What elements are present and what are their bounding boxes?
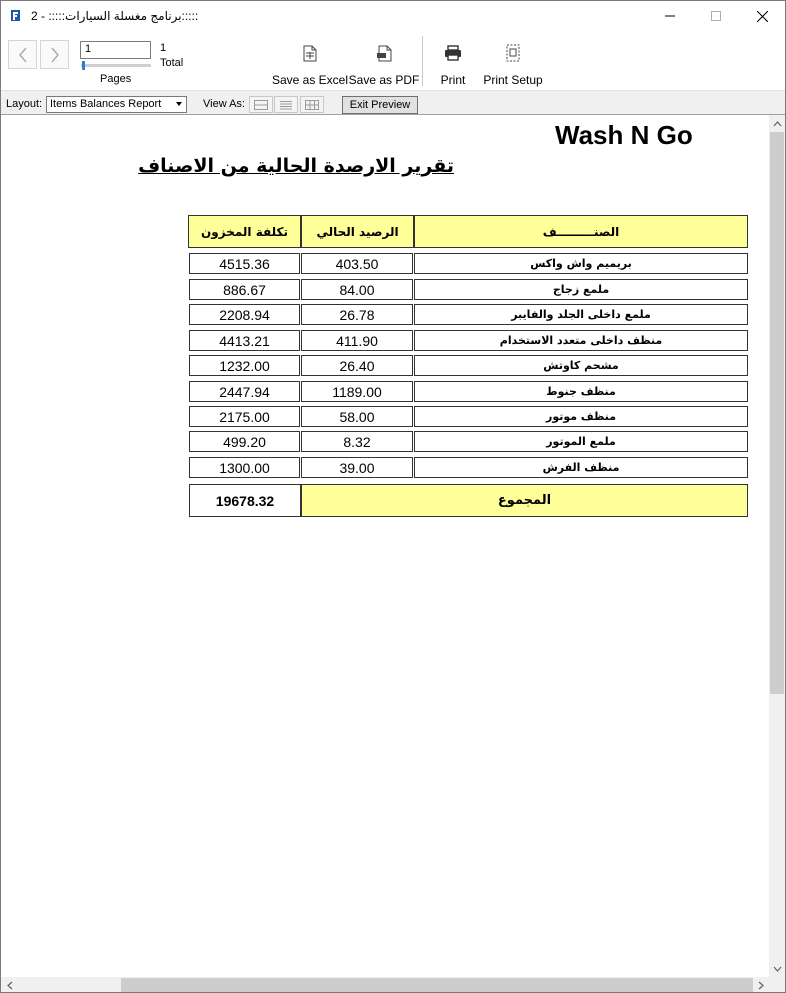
item-name-cell: منظف موتور [414, 406, 748, 427]
scrollbar-corner [769, 977, 785, 993]
save-as-excel-label: Save as Excel [271, 73, 349, 87]
page-slider-track[interactable] [81, 64, 151, 67]
chevron-left-icon [7, 981, 13, 990]
page-number-input[interactable]: 1 [80, 41, 151, 59]
balance-cell: 403.50 [301, 253, 413, 274]
page-setup-icon [506, 44, 520, 62]
item-name-cell: بريميم واش واكس [414, 253, 748, 274]
save-as-pdf-label: Save as PDF [348, 73, 420, 87]
close-icon [757, 11, 768, 22]
scroll-right-button[interactable] [752, 977, 769, 993]
view-single-page-button[interactable] [249, 96, 273, 113]
next-page-button[interactable] [40, 40, 69, 69]
total-pages-label: Total [160, 57, 184, 69]
minimize-button[interactable] [647, 1, 693, 31]
vertical-scroll-thumb[interactable] [770, 132, 784, 694]
save-as-excel-button[interactable] [271, 42, 349, 88]
header-current-balance: الرصيد الحالي [301, 215, 414, 248]
scroll-left-button[interactable] [1, 977, 18, 993]
continuous-view-icon [279, 100, 293, 110]
layout-dropdown[interactable] [46, 96, 187, 113]
chevron-right-icon [758, 981, 764, 990]
print-setup-label: Print Setup [483, 73, 543, 87]
item-name-cell: منظف جنوط [414, 381, 748, 402]
item-name-cell: ملمع داخلى الجلد والفايبر [414, 304, 748, 325]
preview-toolbar [1, 32, 785, 90]
item-name-cell: ملمع الموتور [414, 431, 748, 452]
horizontal-scrollbar[interactable] [1, 977, 769, 993]
balance-cell: 26.78 [301, 304, 413, 325]
options-bar [1, 90, 785, 115]
balance-cell: 8.32 [301, 431, 413, 452]
balance-cell: 1189.00 [301, 381, 413, 402]
single-page-view-icon [254, 100, 268, 110]
grid-view-icon [305, 100, 319, 110]
scroll-up-button[interactable] [769, 115, 785, 132]
app-icon [10, 9, 22, 22]
balance-cell: 39.00 [301, 457, 413, 478]
vertical-scrollbar[interactable] [769, 115, 785, 977]
print-button[interactable] [438, 42, 468, 88]
title-bar [1, 1, 785, 32]
close-button[interactable] [739, 1, 785, 31]
page-slider-thumb[interactable] [82, 61, 85, 70]
chevron-right-icon [50, 47, 60, 63]
print-label: Print [440, 73, 466, 87]
balance-cell: 84.00 [301, 279, 413, 300]
printer-icon [444, 45, 462, 61]
cost-cell: 1300.00 [189, 457, 300, 478]
cost-cell: 2447.94 [189, 381, 300, 402]
cost-cell: 4413.21 [189, 330, 300, 351]
cost-cell: 886.67 [189, 279, 300, 300]
total-label: المجموع [301, 484, 748, 517]
pages-label: Pages [100, 73, 132, 85]
pdf-file-icon [376, 45, 392, 62]
layout-dropdown-value: Items Balances Report [50, 98, 162, 110]
header-stock-cost: تكلفة المخزون [188, 215, 301, 248]
layout-label: Layout: [6, 98, 43, 110]
scroll-down-button[interactable] [769, 960, 785, 977]
cost-cell: 2208.94 [189, 304, 300, 325]
minimize-icon [665, 11, 675, 21]
print-setup-button[interactable] [483, 42, 543, 88]
item-name-cell: منظف داخلى متعدد الاستخدام [414, 330, 748, 351]
exit-preview-button[interactable]: Exit Preview [342, 96, 418, 114]
maximize-button[interactable] [693, 1, 739, 31]
item-name-cell: ملمع زجاج [414, 279, 748, 300]
total-pages-count: 1 [160, 42, 167, 54]
horizontal-scroll-thumb[interactable] [121, 978, 753, 992]
view-continuous-button[interactable] [274, 96, 298, 113]
balance-cell: 411.90 [301, 330, 413, 351]
toolbar-divider [422, 36, 423, 86]
chevron-down-icon [176, 102, 182, 106]
chevron-left-icon [18, 47, 28, 63]
balance-cell: 58.00 [301, 406, 413, 427]
maximize-icon [711, 11, 721, 21]
report-page [1, 115, 769, 977]
view-grid-button[interactable] [300, 96, 324, 113]
report-title: تقرير الارصدة الحالية من الاصناف [138, 155, 454, 177]
save-as-pdf-button[interactable] [348, 42, 420, 88]
cost-cell: 499.20 [189, 431, 300, 452]
cost-cell: 2175.00 [189, 406, 300, 427]
company-name: Wash N Go [555, 120, 693, 150]
window-title: برنامج مغسلة السيارات::::: - 2::::: [31, 9, 199, 23]
previous-page-button[interactable] [8, 40, 37, 69]
chevron-down-icon [773, 966, 782, 972]
view-as-label: View As: [203, 98, 245, 110]
chevron-up-icon [773, 121, 782, 127]
header-item: الصنـــــــــف [414, 215, 748, 248]
item-name-cell: مشحم كاوتش [414, 355, 748, 376]
excel-file-icon [303, 45, 317, 62]
cost-cell: 1232.00 [189, 355, 300, 376]
cost-cell: 4515.36 [189, 253, 300, 274]
balance-cell: 26.40 [301, 355, 413, 376]
total-value: 19678.32 [189, 484, 301, 517]
item-name-cell: منظف الفرش [414, 457, 748, 478]
